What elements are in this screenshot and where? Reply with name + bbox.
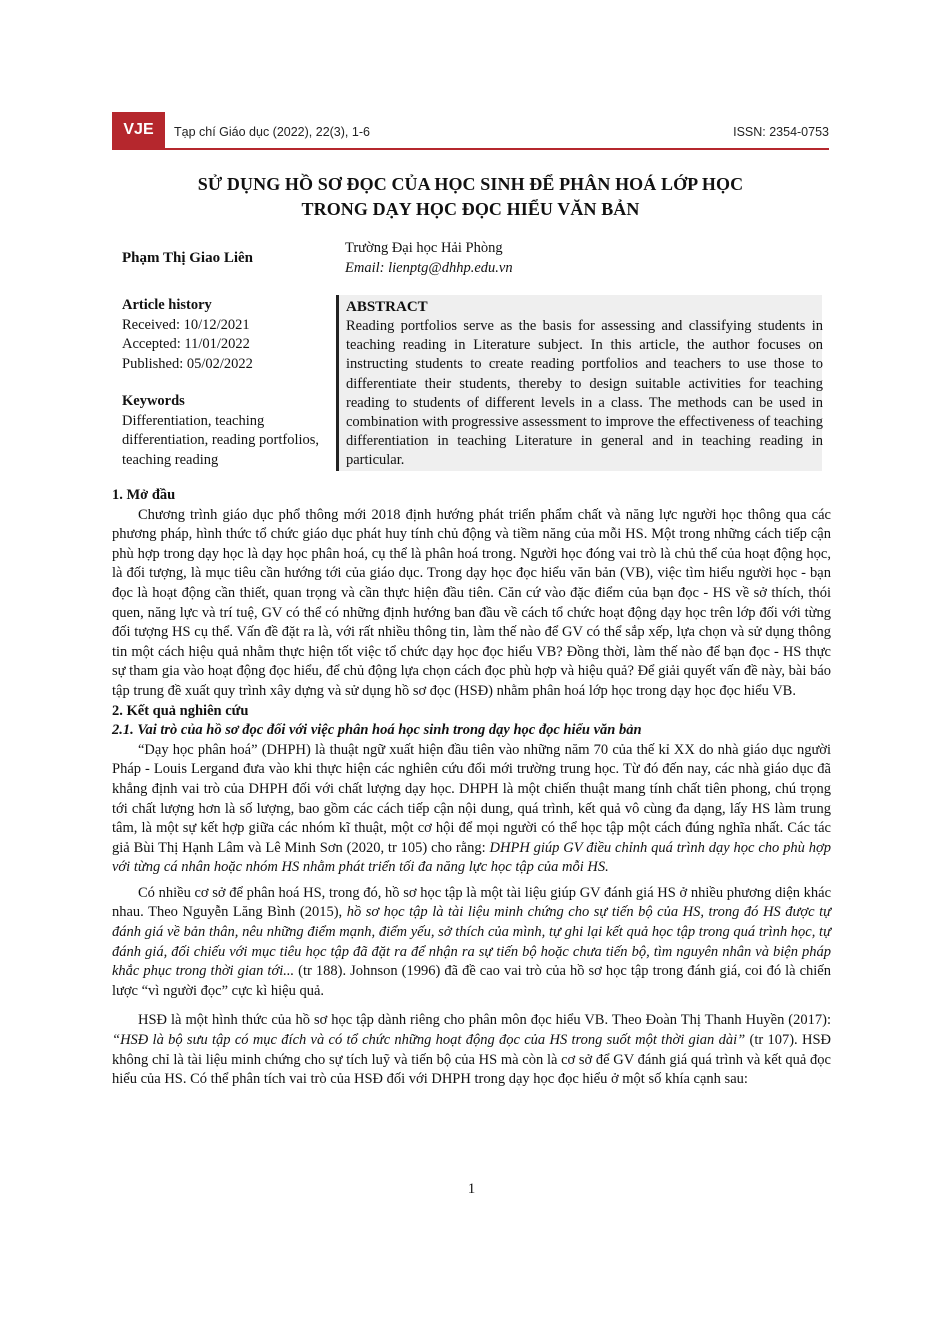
paragraph-dhph-text: “Dạy học phân hoá” (DHPH) là thuật ngữ xuất hiện đầu tiên vào những năm 70 của thế kỉ XX do nhà giáo dục người Pháp - Louis Lergand đưa vào khi thực hiện các nghiên cứu đổi mới trường trung học. Từ đó đến nay, các nhà giáo dục đã khẳng định vai trò của DHPH đối với chất lượng dạy học. DHPH là một chiến thuật mang tính chất tiên phong, chú trọng tới chất lượng hơn là số lượng, bao gồm các cách tiếp cận nội dung, quá trình, kết quả vô cùng đa dạng, lấy HS làm trung tâm, là một sự kết hợp giữa các nhóm kĩ thuật, một cơ hội để mọi người có thể học tập một cách đúng nghĩa nhất. Các tác giả Bùi Thị Hạnh Lâm và Lê Minh Sơn (2020, tr 105) cho rằng: [112,741,831,856]
journal-header [112,112,829,148]
issn: ISSN: 2354-0753 [733,125,829,139]
paragraph-dhph-quote: DHPH giúp GV điều chỉnh quá trình dạy học cho phù hợp với từng cá nhân hoặc nhóm HS nhằm phát triển tối đa năng lực học tập của mỗi HS. [112,839,831,876]
history-heading: Article history [122,297,212,313]
abstract-text: Reading portfolios serve as the basis for assessing and classifying students in teaching reading in Literature subject. In this article, the author focuses on instructing students to create reading portfolios and teachers to use those to differentiate their students, thereby to design suitable activities for teaching reading to students of different levels in a class. The methods can be used in combination with progressive assessment to improve the effectiveness of teaching differentiation in teaching Literature in general and in teaching reading in particular. [346,318,823,469]
received-date: Received: 10/12/2021 [122,316,250,333]
paragraph-hsd-text-2: (tr 107). HSĐ không chỉ là tài liệu minh chứng cho sự tích luỹ và tiến bộ của HS mà còn là cơ sở để GV đánh giá quá trình và kết quả đọc hiểu của HS. Có thể phân tích vai trò của HSĐ đối với DHPH trong dạy học đọc hiểu ở một số khía cạnh sau: [112,1032,831,1088]
abstract-heading: ABSTRACT [346,299,428,315]
article-history [122,296,332,470]
affiliation-name: Trường Đại học Hải Phòng [345,240,503,256]
published-date: Published: 05/02/2022 [122,355,253,372]
title-line-2: TRONG DẠY HỌC ĐỌC HIỂU VĂN BẢN [301,199,640,219]
page-number: 1 [467,1181,476,1197]
accepted-date: Accepted: 11/01/2022 [122,336,250,352]
paragraph-portfolio-text-1: Có nhiều cơ sở để phân hoá HS, trong đó, hồ sơ học tập là một tài liệu giúp GV đánh giá HS ở nhiều phương diện khác nhau. Theo Nguyễn Lăng Bình (2015), [112,884,831,921]
vje-badge: VJE [112,112,165,148]
paragraph-dhph [112,741,831,878]
section-2-heading: 2. Kết quả nghiên cứu [112,702,249,719]
header-rule [112,148,829,150]
author-name: Phạm Thị Giao Liên [122,250,254,266]
paragraph-hsd-text-1: HSĐ là một hình thức của hồ sơ học tập dành riêng cho phân môn đọc hiểu VB. Theo Đoàn Thị Thanh Huyền (2017): [138,1012,831,1029]
paragraph-hsd-quote: “HSĐ là bộ sưu tập có mục đích và có tổ chức những hoạt động đọc của HS trong suốt một thời gian dài” [112,1032,746,1049]
abstract-box [336,295,822,471]
author-email: Email: lienptg@dhhp.edu.vn [345,260,513,276]
section-1-heading: 1. Mở đầu [112,487,176,503]
paragraph-portfolio-quote: hồ sơ học tập là tài liệu minh chứng cho sự tiến bộ của HS, trong đó HS được tự đánh giá về bản thân, nêu những điểm mạnh, điểm yếu, sở thích của mình, tự ghi lại kết quả học tập trong quá trình học, tự đánh giá, đối chiếu với mục tiêu học tập đã đặt ra để nhận ra sự tiến bộ hoặc chưa tiến bộ, tìm nguyên nhân và biện pháp khắc phục trong thời gian tới... [112,904,832,980]
title-line-1: SỬ DỤNG HỒ SƠ ĐỌC CỦA HỌC SINH ĐỂ PHÂN HOÁ LỚP HỌC [197,174,744,194]
keywords-list: Differentiation, teaching differentiation, reading portfolios, teaching reading [122,412,320,468]
journal-reference: Tạp chí Giáo dục (2022), 22(3), 1-6 [174,125,370,139]
article-body [112,486,831,1090]
keywords-heading: Keywords [122,393,185,409]
author-affiliation [345,238,513,278]
paragraph-portfolio-text-2: (tr 188). Johnson (1996) đã đề cao vai trò của hồ sơ học tập trong đánh giá, coi đó là chiến lược “vì người đọc” cực kì hiệu quả. [112,963,831,999]
paragraph-portfolio [112,884,831,1002]
article-title [112,172,829,222]
paragraph-hsd [112,1011,831,1089]
section-2-1-heading: 2.1. Vai trò của hồ sơ đọc đối với việc phân hoá học sinh trong dạy học đọc hiểu văn bản [112,722,642,739]
section-1-paragraph: Chương trình giáo dục phổ thông mới 2018 định hướng phát triển phẩm chất và năng lực người học thông qua các phương pháp, hình thức tổ chức giáo dục phát huy tính chủ động và tiềm năng của mỗi HS. Một trong những cách tiếp cận phù hợp trong dạy học là dạy học phân hoá, cụ thể là phân hoá trong. Người học đóng vai trò là chủ thể của hoạt động học, là đối tượng, là mục tiêu cần hướng tới của giáo dục. Trong dạy học đọc hiểu văn bản (VB), việc tìm hiểu người học - bạn đọc là hoạt động cần thiết, quan trọng và cần thực hiện đầu tiên. Căn cứ vào đặc điểm của bạn đọc - HS về sở thích, thói quen, năng lực và trí tuệ, GV có thể có những định hướng ban đầu về cách tổ chức hoạt động dạy học trên lớp đối với từng đối tượng HS cụ thể. Vấn đề đặt ra là, với rất nhiều thông tin, làm thế nào để GV có thể sắp xếp, lựa chọn và sử dụng thông tin một cách hiệu quả nhằm thực hiện tốt việc tổ chức dạy học đọc hiểu VB? Đồng thời, làm thế nào để bạn đọc - HS thực sự tham gia vào hoạt động đọc hiểu, để chủ động lựa chọn cách đọc phù hợp và hiệu quả? Để giải quyết vấn đề này, bài báo tập trung đề xuất quy trình xây dựng và sử dụng hồ sơ đọc (HSĐ) nhằm phân hoá lớp học trong dạy học đọc hiểu VB. [112,506,831,699]
